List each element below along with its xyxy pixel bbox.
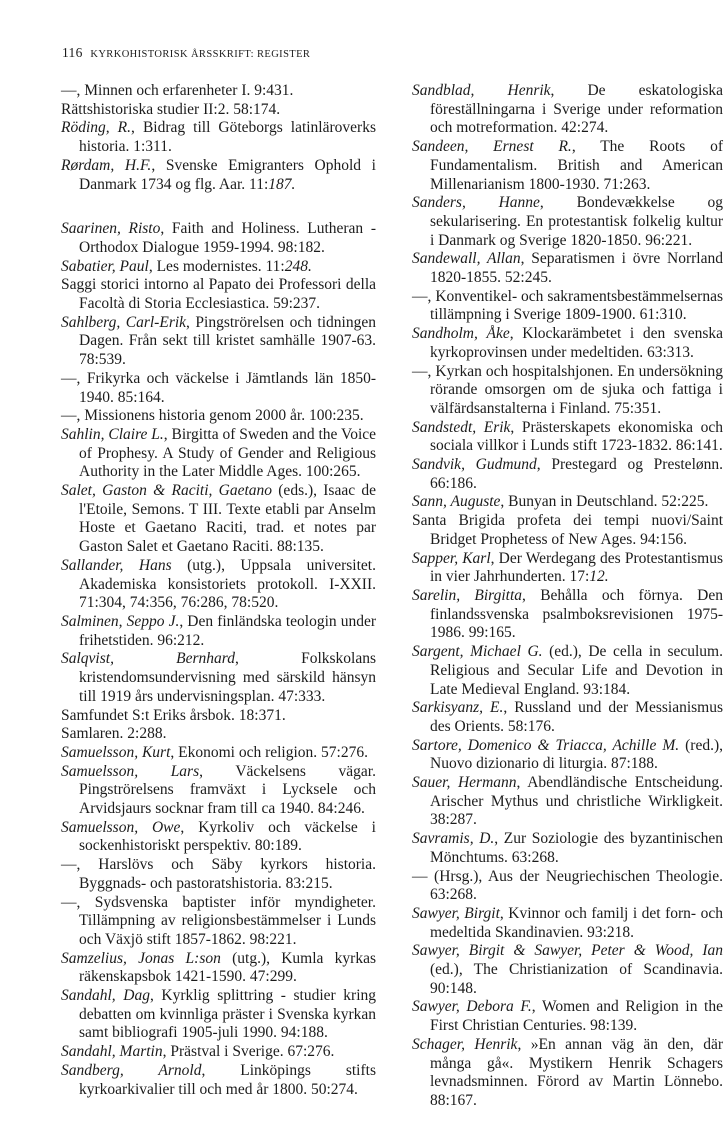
entry-author: Sartore, Domenico & Triacca, Achille M.	[412, 736, 680, 754]
entry-author: Röding, R.	[61, 119, 132, 137]
entry-text: , Kvinnor och familj i det forn- och medeltida Skandinavien. 93:218.	[430, 904, 723, 941]
index-entry	[61, 650, 376, 706]
entry-text: , Kyrkoliv och väckelse i sockenhistoriskt perspektiv. 80:189.	[79, 818, 376, 855]
entry-author: Sanders, Hanne	[412, 194, 540, 212]
index-entry	[61, 763, 376, 819]
entry-text: , Bidrag till Göteborgs latinläroverks historia. 1:311.	[79, 119, 376, 156]
entry-text: (utg.), Kumla kyrkas räkenskapsbok 1421-1590. 47:299.	[79, 949, 376, 986]
entry-text: , Bondevækkelse og sekularisering. En protestantisk folkelig kultur i Danmark og Sverige 1820-1850. 96:221.	[430, 194, 723, 249]
entry-author: Sandholm, Åke	[412, 325, 510, 343]
entry-text: (ed.), De cella in seculum. Religious and Secular Life and Devotion in Late Medieval England. 93:184.	[430, 643, 723, 698]
index-entry	[61, 482, 376, 557]
entry-text: —, Missionens historia genom 2000 år. 100:235.	[61, 407, 364, 425]
entry-author: Sandeen, Ernest R.	[412, 138, 572, 156]
entry-text: Saggi storici intorno al Papato dei Professori della Facoltà di Storia Ecclesiastica. 59:237.	[61, 276, 376, 313]
entry-author: Samuelsson, Owe	[61, 818, 181, 836]
entry-text: , Prästerskapets ekonomiska och sociala villkor i Lunds stift 1723-1832. 86:141.	[430, 418, 723, 455]
entry-author: Sabatier, Paul	[61, 257, 149, 275]
index-entry	[412, 737, 723, 774]
entry-author: Salet, Gaston & Raciti, Gaetano	[61, 482, 273, 500]
entry-text: Santa Brigida profeta dei tempi nuovi/Saint Bridget Prophetess of New Ages. 94:156.	[412, 512, 723, 548]
index-entry	[412, 550, 723, 587]
index-entry	[61, 557, 376, 613]
entry-author: Sargent, Michael G.	[412, 643, 543, 661]
entry-text: Samfundet S:t Eriks årsbok. 18:371.	[61, 706, 286, 724]
entry-text: , Les modernistes. 11:	[148, 257, 285, 275]
entry-text: , Faith and Holiness. Lutheran - Orthodox Dialogue 1959-1994. 98:182.	[79, 220, 376, 256]
entry-text: , Separatismen i övre Norrland 1820-1855. 52:245.	[430, 250, 723, 287]
entry-text: , »En annan väg än den, där många gå«. Mystikern Henrik Schagers levnadsminnen. Förord av Martin Lönnebo. 88:167.	[430, 1035, 723, 1109]
index-entry	[61, 101, 376, 120]
index-entry	[61, 276, 376, 313]
entry-text: , Russland und der Messianismus des Orients. 58:176.	[430, 699, 723, 735]
entry-author: Sann, Auguste	[412, 493, 501, 511]
entry-author: Sallander, Hans	[61, 556, 172, 574]
entry-text: Samlaren. 2:288.	[61, 725, 167, 743]
index-entry	[61, 220, 376, 257]
index-entry	[61, 707, 376, 726]
index-entry	[412, 456, 723, 493]
entry-author: Samuelsson, Lars	[61, 762, 200, 780]
index-entry	[61, 407, 376, 426]
entry-author: Salminen, Seppo J.	[61, 612, 180, 630]
entry-text: , Zur Soziologie des byzantinischen Mönchtums. 63:268.	[430, 830, 724, 866]
entry-author: Saarinen, Risto	[61, 220, 161, 238]
entry-page-ref: 12.	[589, 568, 609, 586]
entry-author: Samuelsson, Kurt	[61, 743, 171, 761]
entry-author: Sawyer, Birgit & Sawyer, Peter & Wood, Ian	[412, 942, 723, 960]
index-entry	[412, 774, 723, 830]
index-entry	[412, 419, 723, 456]
entry-author: Sandstedt, Erik	[412, 418, 511, 436]
entry-author: Schager, Henrik	[412, 1035, 518, 1053]
entry-author: Sandahl, Dag	[61, 987, 150, 1005]
index-entry	[412, 905, 723, 942]
entry-text: (red.), Nuovo dizionario di liturgia. 87:188.	[430, 736, 723, 773]
entry-text: , Bunyan in Deutschland. 52:225.	[500, 493, 709, 511]
entry-text: , Prästval i Sverige. 67:276.	[162, 1043, 335, 1061]
index-entry	[61, 157, 376, 194]
index-entry	[412, 493, 723, 512]
index-entry	[61, 314, 376, 370]
index-entry	[61, 426, 376, 482]
index-entry	[61, 856, 376, 893]
index-entry	[61, 725, 376, 744]
entry-text: , The Roots of Fundamentalism. British and American Millenarianism 1800-1930. 71:263.	[430, 138, 724, 193]
entry-page-ref: 187.	[268, 175, 296, 193]
entry-author: Rørdam, H.F.	[61, 156, 152, 174]
entry-text: (utg.), Uppsala universitet. Akademiska konsistoriets protokoll. I-XXII. 71:304, 74:356, 76:286, 78:520.	[79, 556, 376, 612]
index-entry	[412, 1036, 723, 1111]
entry-author: Sauer, Hermann	[412, 774, 517, 792]
index-entry	[61, 82, 376, 101]
entry-text: —, Konventikel- och sakramentsbestämmelsernas tillämpning i Sverige 1809-1900. 61:310.	[412, 287, 723, 324]
entry-text: Rättshistoriska studier II:2. 58:174.	[61, 100, 281, 118]
entry-author: Sapper, Karl	[412, 549, 491, 567]
index-entry	[61, 370, 376, 407]
entry-text: , Linköpings stifts kyrkoarkivalier till och med år 1800. 50:274.	[79, 1061, 376, 1098]
index-entry	[61, 950, 376, 987]
entry-page-ref: 248.	[284, 257, 312, 275]
index-entry	[412, 325, 723, 362]
index-entry	[412, 288, 723, 325]
entry-text: (ed.), The Christianization of Scandinavia. 90:148.	[430, 961, 723, 997]
index-entry	[412, 194, 723, 250]
index-entry	[412, 82, 723, 138]
entry-text: —, Minnen och erfarenheter I. 9:431.	[61, 82, 294, 99]
entry-author: Savramis, D.	[412, 830, 495, 848]
entry-author: Sahlin, Claire L.	[61, 425, 164, 443]
index-entry	[412, 643, 723, 699]
entry-text: , Klockarämbetet i den svenska kyrkoprovinsen under medeltiden. 63:313.	[430, 325, 723, 361]
entry-text: , Svenske Emigranters Ophold i Danmark 1734 og flg. Aar. 11:	[79, 156, 376, 193]
entry-text: , Women and Religion in the First Christian Centuries. 98:139.	[430, 998, 723, 1035]
entry-text: —, Frikyrka och väckelse i Jämtlands län 1850-1940. 85:164.	[61, 369, 376, 406]
index-entry	[61, 894, 376, 950]
index-entry	[412, 998, 723, 1035]
index-entry	[412, 942, 723, 998]
entry-text: , Der Werdegang des Protestantismus in vier Jahrhunderten. 17:	[430, 549, 723, 586]
running-title: KYRKOHISTORISK ÅRSSKRIFT: REGISTER	[90, 49, 311, 60]
index-entry	[412, 830, 723, 867]
entry-author: Sarkisyanz, E.	[412, 699, 504, 717]
index-entry	[412, 250, 723, 287]
index-entry	[61, 744, 376, 763]
entry-text: , De eskatologiska föreställningarna i Sverige under reformation och motreformation. 42:274.	[430, 82, 723, 137]
entry-text: , Pingströrelsen och tidningen Dagen. Från sekt till kristet samhälle 1907-63. 78:539.	[79, 313, 376, 369]
index-entry	[412, 138, 723, 194]
entry-text: , Väckelsens vägar. Pingströrelsens framväxt i Lycksele och Arvidsjaurs socknar fram till ca 1940. 84:246.	[79, 762, 376, 818]
entry-author: Sandahl, Martin	[61, 1043, 163, 1061]
entry-text: , Birgitta of Sweden and the Voice of Prophesy. A Study of Gender and Religious Authority in the Later Middle Ages. 100:265.	[79, 425, 377, 481]
entry-author: Sahlberg, Carl-Erik	[61, 313, 187, 331]
entry-text: , Prestegard og Prestelønn. 66:186.	[430, 456, 723, 492]
entry-text: — (Hrsg.), Aus der Neugriechischen Theologie. 63:268.	[412, 867, 723, 904]
left-column	[61, 82, 376, 1099]
entry-author: Sandblad, Henrik	[412, 82, 551, 99]
entry-text: (eds.), Isaac de l'Etoile, Semons. T III. Texte etabli par Anselm Hoste et Gaetano Raciti, trad. et notes par Gaston Salet et Gaetano Raciti. 88:135.	[79, 482, 376, 556]
index-entry	[61, 258, 376, 277]
entry-author: Sawyer, Birgit	[412, 904, 500, 922]
index-entry	[61, 119, 376, 156]
entry-text: , Folkskolans kristendomsundervisning med särskild hänsyn till 1919 års undervisningsplan. 47:333.	[79, 650, 376, 705]
index-entry	[61, 613, 376, 650]
index-entry	[412, 868, 723, 905]
running-header	[62, 45, 310, 61]
index-entry	[412, 699, 723, 736]
entry-author: Salqvist, Bernhard	[61, 650, 235, 668]
entry-text: —, Sydsvenska baptister inför myndigheter. Tillämpning av religionsbestämmelser i Lunds och Växjö stift 1857-1862. 98:221.	[61, 893, 376, 948]
entry-text: , Behålla och förnya. Den finlandssvenska psalmboksrevisionen 1975-1986. 99:165.	[430, 586, 723, 642]
index-entry	[61, 1062, 376, 1099]
entry-author: Sarelin, Birgitta	[412, 586, 523, 604]
entry-text: , Kyrklig splittring - studier kring debatten om kvinnliga präster i Svenska kyrkan samt bibliografi 1905-juli 1990. 94:188.	[79, 987, 377, 1042]
entry-author: Sawyer, Debora F.	[412, 998, 532, 1016]
entry-author: Sandvik, Gudmund	[412, 456, 537, 474]
entry-author: Samzelius, Jonas L:son	[61, 949, 221, 967]
entry-text: —, Harslövs och Säby kyrkors historia. Byggnads- och pastoratshistoria. 83:215.	[61, 856, 376, 892]
entry-text: , Abendländische Entscheidung. Arischer Mythus und christliche Wirkligkeit. 38:287.	[430, 774, 724, 829]
index-entry	[61, 1043, 376, 1062]
index-entry	[61, 819, 376, 856]
page-number: 116	[62, 45, 83, 60]
entry-text: —, Kyrkan och hospitalshjonen. En undersökning rörande omsorgen om de sjuka och fattiga i välfärdsanstalterna i Finland. 75:351.	[412, 362, 723, 417]
entry-author: Sandewall, Allan	[412, 250, 521, 268]
entry-text: , Ekonomi och religion. 57:276.	[170, 743, 368, 761]
right-column	[412, 82, 723, 1111]
index-entry	[61, 987, 376, 1043]
index-entry	[412, 363, 723, 419]
index-entry	[412, 512, 723, 549]
entry-text: , Den finländska teologin under frihetstiden. 96:212.	[79, 612, 376, 649]
entry-author: Sandberg, Arnold	[61, 1061, 202, 1079]
index-entry	[412, 587, 723, 643]
